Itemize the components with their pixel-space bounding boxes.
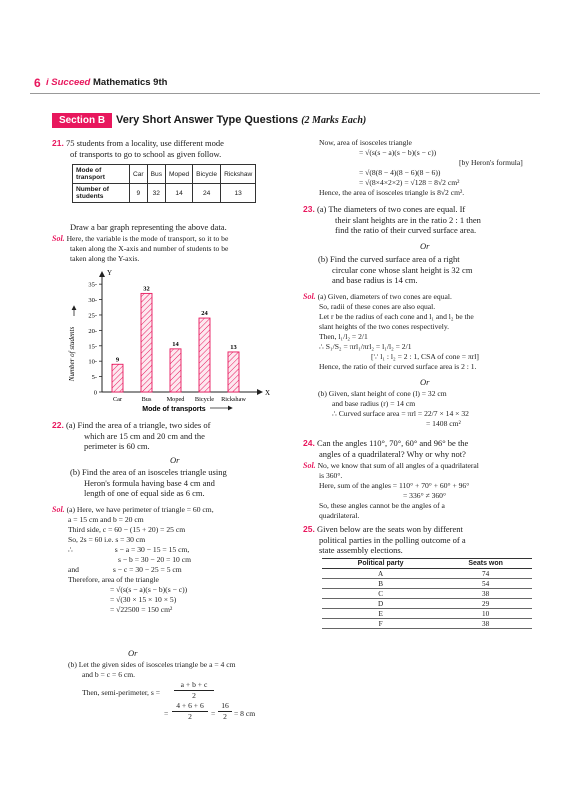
q22-s10: = √(30 × 15 × 10 × 5): [110, 595, 177, 604]
bar-moped: [170, 349, 181, 392]
q22-s5-sym: ∴: [68, 545, 73, 554]
table-row: [322, 579, 532, 589]
s23-8: Hence, the ratio of their curved surface area is 2 : 1.: [319, 362, 477, 371]
bar-value-label: 32: [143, 285, 150, 293]
q22-b1: (b) Find the area of an isosceles triangle using: [70, 467, 227, 477]
table-cell: 24: [193, 184, 221, 203]
q23-b1: (b) Find the curved surface area of a right: [318, 254, 460, 264]
x-tick-label: Rickshaw: [221, 396, 246, 403]
x-tick-label: Moped: [166, 396, 185, 403]
s24-5: So, these angles cannot be the angles of a: [319, 501, 445, 510]
section-title-text: Very Short Answer Type Questions: [116, 114, 302, 126]
s23-7: [∵ l₁ : l₂ = 2 : 1, CSA of cone = πrl]: [371, 352, 479, 361]
bar-value-label: 14: [172, 340, 179, 348]
q22-s14-label: Then, semi-perimeter, s =: [82, 688, 160, 697]
q25-block: [303, 524, 548, 556]
page-number: 6: [34, 76, 41, 90]
section-badge: Section B: [52, 113, 112, 128]
table-row: [322, 569, 532, 579]
q22-frac3-num: 16: [218, 701, 232, 712]
q22-s8: Therefore, area of the triangle: [68, 575, 159, 584]
q22-b3: length of one of equal side as 6 cm.: [84, 488, 205, 498]
table-row: [73, 184, 256, 203]
table-cell: Bicycle: [193, 165, 221, 184]
q22-s9: = √(s(s − a)(s − b)(s − c)): [110, 585, 188, 594]
q22-b-block: [70, 467, 295, 499]
bar-value-label: 24: [201, 310, 208, 318]
q24-sol-label: Sol.: [303, 461, 316, 470]
brand-i: i: [46, 77, 49, 88]
q25-3: state assembly elections.: [319, 545, 403, 555]
q23-solution: [303, 292, 548, 372]
q22-s12: (b) Let the given sides of isosceles triangle be a = 4 cm: [68, 660, 236, 669]
table-cell: 38: [439, 619, 532, 629]
q25-table: [322, 558, 532, 629]
q22-frac2-num: 4 + 6 + 6: [172, 701, 208, 712]
right-col-top: [303, 138, 543, 198]
y-tick-label: 15-: [88, 343, 97, 351]
y-axis-label: Number of students: [68, 326, 76, 382]
y-ticks: [88, 282, 102, 397]
q22-s7-and: and: [68, 565, 79, 574]
s24-4: = 336° ≠ 360°: [403, 491, 447, 500]
section-title: [116, 114, 366, 126]
section-marks: (2 Marks Each): [301, 115, 367, 126]
q24-block: [303, 438, 548, 459]
q22-number: 22.: [52, 420, 64, 430]
q22-sol-b: [68, 660, 298, 680]
q22-s6: s − b = 30 − 20 = 10 cm: [118, 555, 192, 564]
table-cell: B: [322, 579, 439, 589]
s24-6: quadrilateral.: [319, 511, 360, 520]
s23-11: ∴ Curved surface area = πrl = 22/7 × 14 × 32: [332, 409, 469, 418]
s23-9: (b) Given, slant height of cone (l) = 32 cm: [318, 389, 447, 398]
header-rule: [30, 93, 540, 94]
q22-b2: Heron's formula having base 4 cm and: [84, 477, 215, 488]
table-head-count: Number of students: [73, 184, 130, 203]
bar-bus: [141, 293, 152, 392]
r2: = √(s(s − a)(s − b)(s − c)): [359, 148, 437, 157]
r1: Now, area of isosceles triangle: [319, 138, 412, 147]
q22-s13: and b = c = 6 cm.: [82, 670, 136, 679]
s24-3: Here, sum of the angles = 110° + 70° + 60° + 96°: [319, 481, 470, 490]
s24-1: No, we know that sum of all angles of a quadrilateral: [317, 461, 479, 470]
q24-solution: [303, 461, 548, 521]
table-cell: Rickshaw: [221, 165, 256, 184]
table-row: [322, 599, 532, 609]
q23-or: Or: [420, 241, 430, 251]
q23-block: [303, 204, 548, 236]
q23-sol-b: [318, 389, 548, 429]
q22-block: [52, 420, 292, 452]
q22-frac3: [218, 701, 232, 722]
q21-text-2-line: [70, 149, 221, 160]
q24-1: Can the angles 110°, 70°, 60° and 96° be the: [316, 438, 469, 448]
r6: Hence, the area of isosceles triangle is 8√2 cm².: [319, 188, 465, 197]
q25-table-wrap: [322, 558, 532, 629]
y-tick-label: 30-: [88, 297, 97, 305]
q23-a1: (a) The diameters of two cones are equal. If: [316, 204, 466, 214]
s23-5: Then, l₁/l₂ = 2/1: [319, 332, 368, 341]
q23-a3: find the ratio of their curved surface area.: [335, 225, 477, 235]
x-tick-label: Bus: [141, 396, 152, 403]
q22-frac3-den: 2: [223, 712, 227, 721]
q25-1: Given below are the seats won by different: [316, 524, 463, 534]
q21-sol-2: taken along the X-axis and number of students to be: [70, 244, 229, 253]
x-tick-label: Bicycle: [194, 396, 215, 403]
bar-value-label: 13: [230, 343, 237, 351]
q22-s1: (a) Here, we have perimeter of triangle = 60 cm,: [66, 505, 214, 514]
q23-b-block: [318, 254, 548, 286]
bars: [112, 285, 246, 403]
table-cell: Car: [130, 165, 148, 184]
table-cell: A: [322, 569, 439, 579]
book-title: [46, 77, 167, 88]
q21-table: [72, 164, 256, 203]
r3: [by Heron's formula]: [459, 158, 523, 167]
q23-number: 23.: [303, 204, 315, 214]
table-cell: 29: [439, 599, 532, 609]
table-head-mode: Mode of transport: [73, 165, 130, 184]
q24-2: angles of a quadrilateral? Why or why not?: [319, 448, 466, 459]
q21-instruction: Draw a bar graph representing the above data.: [70, 222, 227, 232]
r4: = √(8(8 − 4)(8 − 6)(8 − 6)): [359, 168, 441, 177]
q22-frac1-den: 2: [192, 691, 196, 700]
x-axis-title: Mode of transports: [142, 406, 206, 413]
q22-or: Or: [170, 455, 180, 465]
bar-rickshaw: [228, 352, 239, 392]
table-row: [322, 609, 532, 619]
table-cell: 14: [166, 184, 193, 203]
table-cell: D: [322, 599, 439, 609]
bar-bicycle: [199, 318, 210, 392]
q22-frac2: [172, 701, 208, 722]
table-cell: 38: [439, 589, 532, 599]
table-cell: 10: [439, 609, 532, 619]
table-cell: 32: [147, 184, 165, 203]
y-tick-label: 0: [93, 389, 97, 397]
s23-2: So, radii of these cones are also equal.: [319, 302, 436, 311]
q25-number: 25.: [303, 524, 315, 534]
s23-12: = 1408 cm²: [426, 419, 461, 428]
x-axis-letter: X: [265, 389, 271, 397]
q22-eq1: =: [164, 709, 169, 718]
r5: = √(8×4×2×2) = √128 = 8√2 cm²: [359, 178, 460, 187]
q22-a2: which are 15 cm and 20 cm and the: [84, 430, 205, 441]
q21-sol-label: Sol.: [52, 234, 65, 243]
q23-sol-label: Sol.: [303, 292, 316, 301]
q25-2: political parties in the polling outcome of a: [319, 534, 466, 545]
table-head-seats: Seats won: [439, 559, 532, 569]
table-cell: Moped: [166, 165, 193, 184]
s23-10: and base radius (r) = 14 cm: [332, 399, 416, 408]
q22-sol-label: Sol.: [52, 505, 65, 514]
q22-solution: [52, 505, 292, 615]
q21-text-2: of transports to go to school as given follow.: [70, 149, 222, 159]
s23-6: ∴ S₁/S₂ = πrl₁/πrl₂ = l₁/l₂ = 2/1: [319, 342, 412, 351]
s23-4: slant heights of the two cones respectively.: [319, 322, 450, 331]
y-axis-letter: Y: [107, 269, 113, 277]
x-tick-label: Car: [112, 396, 123, 403]
q23-b2: circular cone whose slant height is 32 cm: [332, 264, 473, 275]
brand-succeed: Succeed: [51, 77, 91, 88]
table-cell: 13: [221, 184, 256, 203]
q23-a2: their slant heights are in the ratio 2 : 1 then: [335, 214, 481, 225]
s23-3: Let r be the radius of each cone and l₁ and l₂ be the: [319, 312, 474, 321]
q22-frac1: [174, 680, 214, 701]
table-head-party: Political party: [322, 559, 439, 569]
table-cell: Bus: [147, 165, 165, 184]
y-tick-label: 20-: [88, 327, 97, 335]
q24-number: 24.: [303, 438, 315, 448]
q21-solution: [52, 234, 292, 264]
q22-s7: s − c = 30 − 25 = 5 cm: [112, 565, 182, 574]
table-cell: 54: [439, 579, 532, 589]
q22-frac1-num: a + b + c: [174, 680, 214, 691]
y-tick-label: 35-: [88, 281, 97, 289]
q22-sol-or: Or: [128, 648, 138, 658]
q21-table-wrap: [72, 164, 256, 203]
bar-car: [112, 364, 123, 392]
q22-s5: s − a = 30 − 15 = 15 cm,: [114, 545, 190, 554]
q21-sol-3: taken along the Y-axis.: [70, 254, 140, 263]
table-cell: E: [322, 609, 439, 619]
q22-s3: Third side, c = 60 − (15 + 20) = 25 cm: [68, 525, 186, 534]
q22-a1: (a) Find the area of a triangle, two sides of: [65, 420, 211, 430]
table-row: [322, 589, 532, 599]
s24-2: is 360°.: [319, 471, 343, 480]
y-tick-label: 10-: [88, 358, 97, 366]
q22-eq2: =: [211, 709, 216, 718]
table-cell: C: [322, 589, 439, 599]
q22-frac2-den: 2: [188, 712, 192, 721]
q21-text-1: 75 students from a locality, use different mode: [65, 138, 224, 148]
bar-value-label: 9: [115, 356, 120, 364]
q21-sol-1: Here, the variable is the mode of transport, so it to be: [66, 234, 229, 243]
q22-s11: = √22500 = 150 cm²: [110, 605, 173, 614]
q22-s15-result: = 8 cm: [234, 709, 256, 718]
q21-block: [52, 138, 292, 149]
brand-subject: Mathematics 9th: [90, 77, 168, 88]
s23-or: Or: [420, 377, 430, 387]
table-cell: 9: [130, 184, 148, 203]
q22-a3: perimeter is 60 cm.: [84, 441, 150, 451]
table-cell: F: [322, 619, 439, 629]
q22-s2: a = 15 cm and b = 20 cm: [68, 515, 144, 524]
q22-s4: So, 2s = 60 i.e. s = 30 cm: [68, 535, 146, 544]
table-cell: 74: [439, 569, 532, 579]
q23-b3: and base radius is 14 cm.: [332, 275, 418, 285]
table-row: [322, 559, 532, 569]
bar-chart: [62, 268, 284, 414]
y-tick-label: 25-: [88, 312, 97, 320]
table-row: [73, 165, 256, 184]
s23-1: (a) Given, diameters of two cones are equal.: [317, 292, 452, 301]
q21-number: 21.: [52, 138, 64, 148]
table-row: [322, 619, 532, 629]
y-tick-label: 5-: [91, 374, 97, 382]
